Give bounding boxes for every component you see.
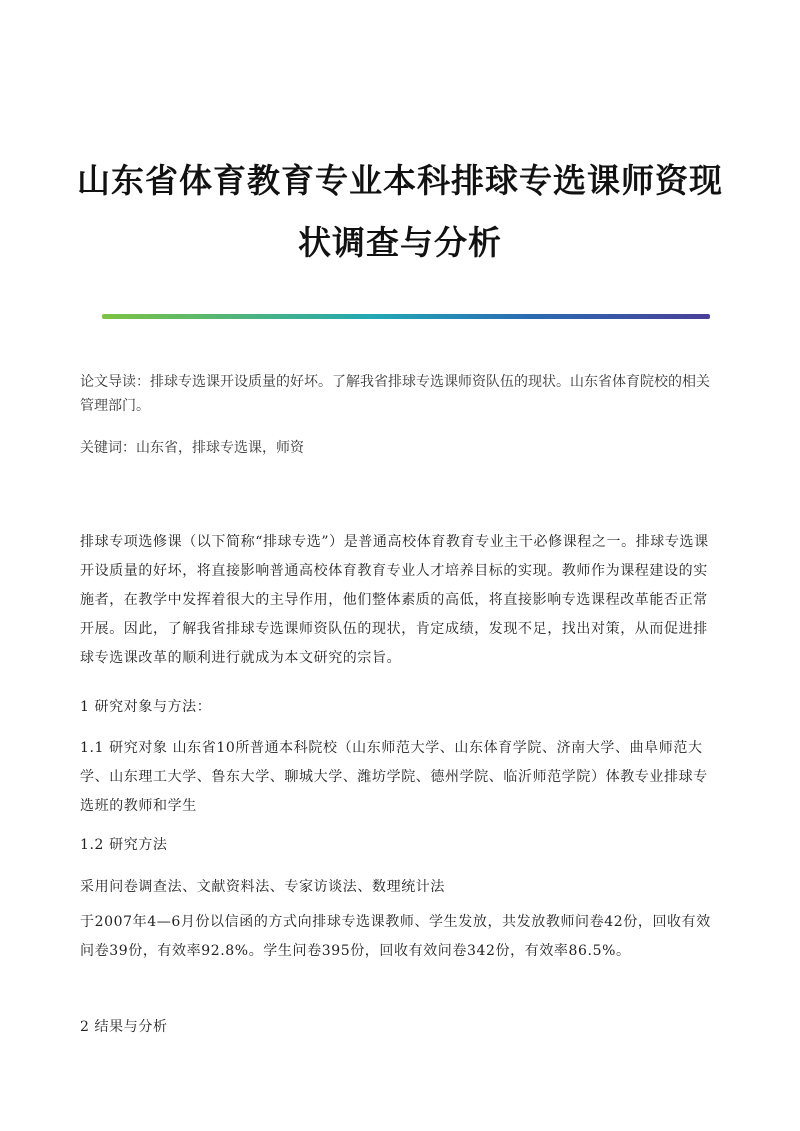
paragraph-survey xyxy=(80,908,720,966)
paragraph-text: 于2007年4—6月份以信函的方式向排球专选课教师、学生发放，共发放教师问卷42份，回收有效问卷39份，有效率92.8%。学生问卷395份，回收有效问卷342份，有效率86.5%。 xyxy=(80,914,711,959)
abstract-intro xyxy=(80,370,720,418)
title-line-1: 山东省体育教育专业本科排球专选课师资现 xyxy=(77,161,723,200)
paragraph-text: 采用问卷调查法、文献资料法、专家访谈法、数理统计法 xyxy=(80,879,445,895)
section-heading-1-2 xyxy=(80,831,720,860)
heading-text: 1.2 研究方法 xyxy=(80,837,168,853)
paragraph-research-object xyxy=(80,734,720,821)
paragraph-methods xyxy=(80,873,720,902)
keywords xyxy=(80,436,720,460)
section-heading-2 xyxy=(80,1013,720,1042)
paragraph-text: 排球专项选修课（以下简称“排球专选”）是普通高校体育教育专业主干必修课程之一。排球专选课开设质量的好坏，将直接影响普通高校体育教育专业人才培养目标的实现。教师作为课程建设的实施者，在教学中发挥着很大的主导作用，他们整体素质的高低，将直接影响专选课程改革能否正常开展。因此，了解我省排球专选课师资队伍的现状，肯定成绩，发现不足，找出对策，从而促进排球专选课改革的顺利进行就成为本文研究的宗旨。 xyxy=(80,534,709,666)
keywords-text: 关键词：山东省，排球专选课，师资 xyxy=(80,440,304,456)
heading-text: 1 研究对象与方法： xyxy=(80,699,212,715)
heading-text: 2 结果与分析 xyxy=(80,1019,168,1035)
paragraph-text: 1.1 研究对象 山东省10所普通本科院校（山东师范大学、山东体育学院、济南大学、曲阜师范大学、山东理工大学、鲁东大学、聊城大学、潍坊学院、德州学院、临沂师范学院）体教专业排球专选班的教师和学生 xyxy=(80,740,708,814)
paragraph-intro xyxy=(80,528,720,673)
title-divider xyxy=(102,314,710,319)
abstract-text: 论文导读：排球专选课开设质量的好坏。了解我省排球专选课师资队伍的现状。山东省体育院校的相关管理部门。 xyxy=(80,374,710,414)
document-title xyxy=(60,150,740,274)
title-line-2: 状调查与分析 xyxy=(298,223,502,262)
section-heading-1 xyxy=(80,693,720,722)
